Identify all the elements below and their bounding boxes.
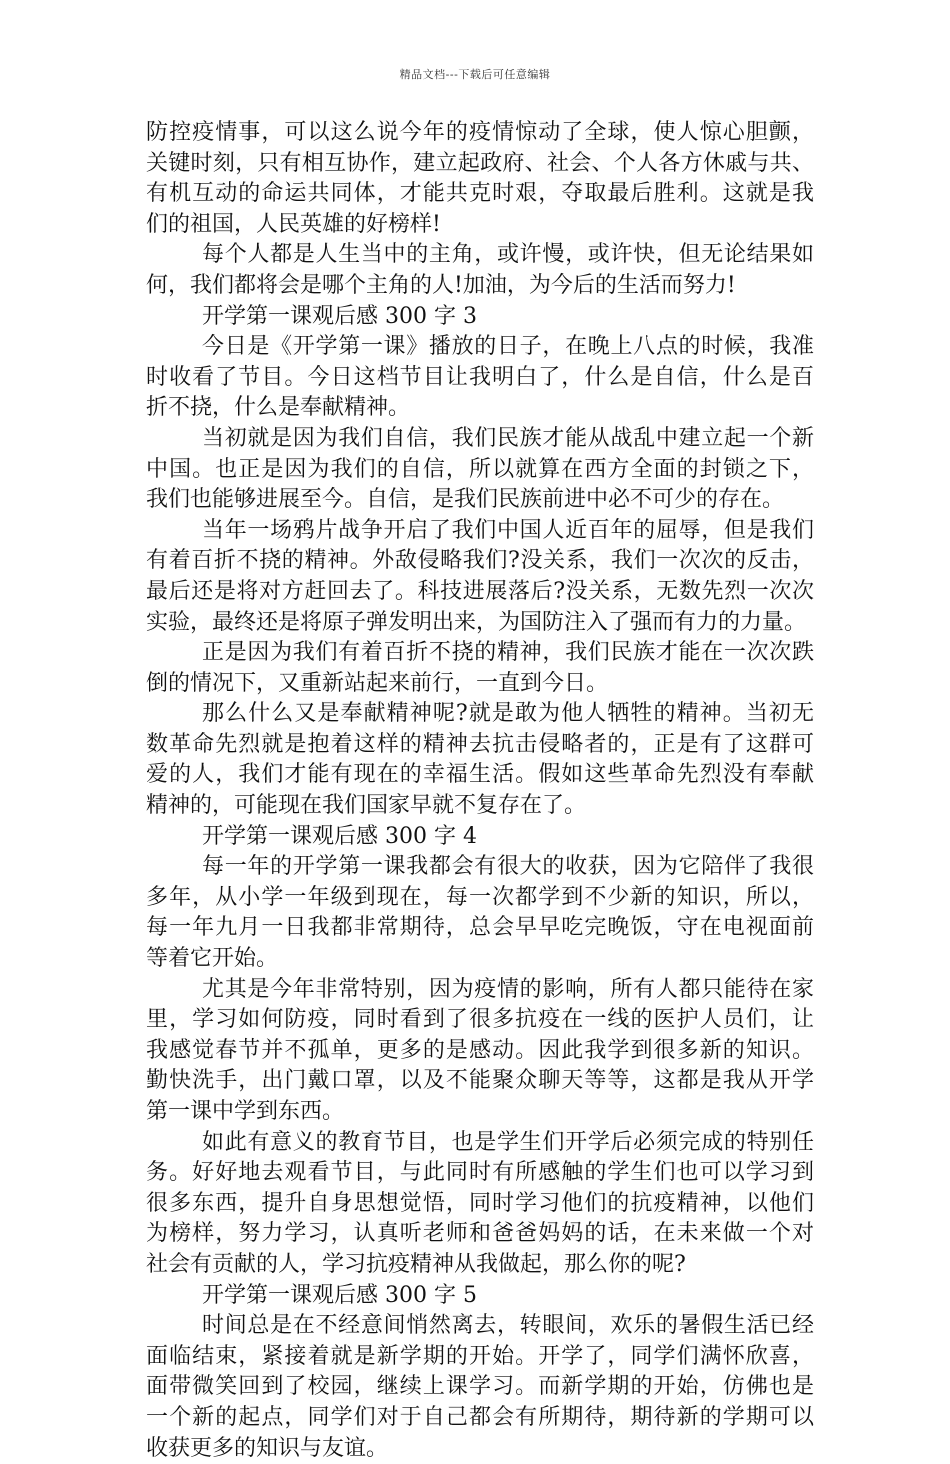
document-body [146, 118, 814, 1464]
text-line: 今日是《开学第一课》播放的日子，在晚上八点的时候，我准 [202, 334, 814, 360]
text-line: 正是因为我们有着百折不挠的精神，我们民族才能在一次次跌 [202, 640, 814, 666]
text-line: 数革命先烈就是抱着这样的精神去抗击侵略者的，正是有了这群可 [146, 731, 814, 757]
page-header: 精品文档---下载后可任意编辑 [399, 68, 551, 81]
text-line: 倒的情况下，又重新站起来前行，一直到今日。 [146, 670, 609, 696]
text-line: 时间总是在不经意间悄然离去，转眼间，欢乐的暑假生活已经 [202, 1313, 814, 1339]
text-line: 等着它开始。 [146, 946, 279, 972]
text-line: 时收看了节目。今日这档节目让我明白了，什么是自信，什么是百 [146, 364, 814, 390]
text-line: 社会有贡献的人，学习抗疫精神从我做起，那么你的呢? [146, 1251, 686, 1277]
text-line: 那么什么又是奉献精神呢?就是敢为他人牺牲的精神。当初无 [202, 701, 814, 727]
text-line: 开学第一课观后感 300 字 4 [202, 823, 477, 849]
text-line: 很多东西，提升自身思想觉悟，同时学习他们的抗疫精神，以他们 [146, 1190, 814, 1216]
text-line: 尤其是今年非常特别，因为疫情的影响，所有人都只能待在家 [202, 976, 814, 1002]
text-line: 关键时刻，只有相互协作，建立起政府、社会、个人各方休戚与共、 [146, 150, 814, 176]
text-line: 折不挠，什么是奉献精神。 [146, 395, 411, 421]
text-line: 防控疫情事，可以这么说今年的疫情惊动了全球，使人惊心胆颤， [146, 120, 814, 145]
text-line: 有机互动的命运共同体，才能共克时艰，夺取最后胜利。这就是我 [146, 181, 814, 207]
text-line: 第一课中学到东西。 [146, 1099, 345, 1124]
text-line: 实验，最终还是将原子弹发明出来，为国防注入了强而有力的力量。 [146, 609, 807, 635]
text-line: 有着百折不挠的精神。外敌侵略我们?没关系，我们一次次的反击， [146, 548, 814, 574]
text-line: 何，我们都将会是哪个主角的人!加油，为今后的生活而努力! [146, 272, 736, 298]
text-line: 开学第一课观后感 300 字 3 [202, 303, 477, 329]
text-line: 勤快洗手，出门戴口罩，以及不能聚众聊天等等，这都是我从开学 [146, 1068, 814, 1094]
text-line: 每一年的开学第一课我都会有很大的收获，因为它陪伴了我很 [202, 854, 814, 880]
text-line: 我感觉春节并不孤单，更多的是感动。因此我学到很多新的知识。 [146, 1037, 814, 1063]
text-line: 务。好好地去观看节目，与此同时有所感触的学生们也可以学习到 [146, 1160, 814, 1186]
text-line: 我们也能够进展至今。自信，是我们民族前进中必不可少的存在。 [146, 487, 785, 513]
text-line: 面临结束，紧接着就是新学期的开始。开学了，同学们满怀欣喜， [146, 1343, 814, 1369]
text-line: 开学第一课观后感 300 字 5 [202, 1282, 477, 1308]
text-line: 中国。也正是因为我们的自信，所以就算在西方全面的封锁之下， [146, 456, 814, 482]
text-line: 最后还是将对方赶回去了。科技进展落后?没关系，无数先烈一次次 [146, 578, 814, 604]
text-line: 多年，从小学一年级到现在，每一次都学到不少新的知识，所以， [146, 884, 814, 910]
text-line: 一个新的起点，同学们对于自己都会有所期待，期待新的学期可以 [146, 1404, 814, 1430]
text-line: 当初就是因为我们自信，我们民族才能从战乱中建立起一个新 [202, 425, 814, 451]
text-line: 每一年九月一日我都非常期待，总会早早吃完晚饭，守在电视面前 [146, 915, 814, 941]
text-line: 精神的，可能现在我们国家早就不复存在了。 [146, 793, 587, 819]
text-line: 如此有意义的教育节目，也是学生们开学后必须完成的特别任 [202, 1129, 814, 1155]
text-line: 当年一场鸦片战争开启了我们中国人近百年的屈辱，但是我们 [202, 517, 814, 543]
text-line: 爱的人，我们才能有现在的幸福生活。假如这些革命先烈没有奉献 [146, 762, 814, 788]
text-line: 面带微笑回到了校园，继续上课学习。而新学期的开始，仿佛也是 [146, 1374, 814, 1400]
text-line: 为榜样，努力学习，认真听老师和爸爸妈妈的话，在未来做一个对 [146, 1221, 814, 1247]
text-line: 每个人都是人生当中的主角，或许慢，或许快，但无论结果如 [202, 242, 814, 268]
text-line: 们的祖国，人民英雄的好榜样! [146, 211, 441, 237]
text-line: 里，学习如何防疫，同时看到了很多抗疫在一线的医护人员们，让 [146, 1007, 814, 1033]
text-line: 收获更多的知识与友谊。 [146, 1435, 389, 1461]
